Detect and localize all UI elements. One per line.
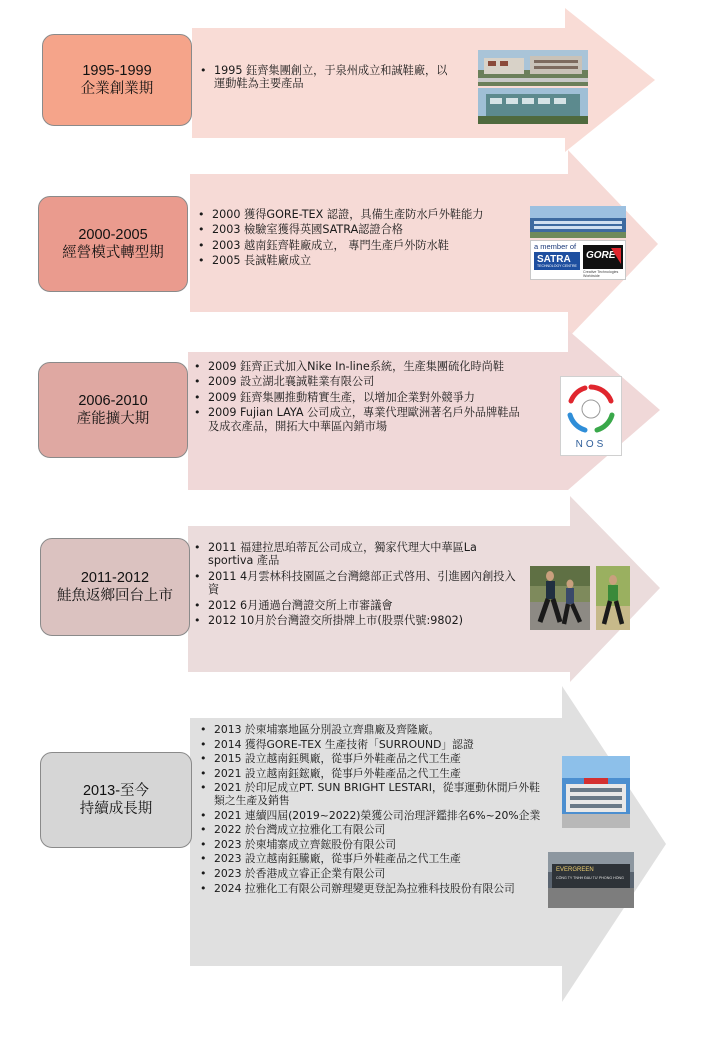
gore-logo	[583, 245, 623, 269]
stage-5-period: 2013-至今	[82, 783, 150, 799]
stage-2-events	[196, 208, 534, 270]
nos-logo-text: NOS	[575, 439, 607, 450]
event-item: • 2011 4月雲林科技園區之台灣總部正式啓用、引進國內創投入資	[192, 570, 522, 597]
stage-1-name: 企業創業期	[80, 81, 154, 97]
event-item: • 2014 獲得GORE-TEX 生產技術「SURROUND」認證	[198, 739, 550, 752]
event-item: • 2021 連續四屆(2019~2022)榮獲公司治理評鑑排名6%~20%企業	[198, 810, 550, 823]
event-item: • 2012 10月於台灣證交所掛牌上市(股票代號:9802)	[192, 614, 522, 627]
nos-logo	[560, 376, 622, 456]
stage-1-events	[198, 64, 448, 95]
stage-2-name: 經營模式轉型期	[62, 245, 164, 261]
event-item: • 2009 鈺齊正式加入Nike In-line系統，生產集團硫化時尚鞋	[192, 360, 522, 373]
stage-4-name: 鮭魚返鄉回台上市	[57, 588, 173, 604]
stage-4-label	[40, 538, 190, 636]
event-item: • 2023 於柬埔寨成立齊鋐股份有限公司	[198, 839, 550, 852]
event-item: • 2011 福建拉思珀蒂瓦公司成立，獨家代理大中華區La sportiva 產品	[192, 541, 522, 568]
event-item: • 2021 於印尼成立PT. SUN BRIGHT LESTARI，從事運動休閒戶外鞋類之生產及銷售	[198, 782, 550, 807]
satra-text: SATRA	[537, 254, 571, 265]
event-item: • 2003 檢驗室獲得英國SATRA認證合格	[196, 223, 534, 236]
event-item: • 2009 設立湖北襄誠鞋業有限公司	[192, 375, 522, 388]
factory-photo-2	[478, 88, 588, 124]
stage-3-period: 2006-2010	[78, 393, 148, 409]
photo-sign-sub-text: CÔNG TY TNHH ĐẦU TƯ PHONG HỒNG	[556, 876, 624, 880]
nos-swirl-icon	[561, 379, 621, 439]
stage-5-name: 持續成長期	[79, 801, 153, 817]
stage-1-period: 1995-1999	[82, 63, 152, 79]
event-item: • 2005 長誠鞋廠成立	[196, 254, 534, 267]
satra-member-text: a member of	[534, 242, 577, 251]
gore-triangle-icon	[611, 248, 621, 264]
event-item: • 2024 拉雅化工有限公司辦理變更登記為拉雅科技股份有限公司	[198, 883, 550, 896]
factory-photo-4	[562, 756, 630, 828]
event-item: • 1995 鈺齊集團創立，于泉州成立和誠鞋廠，以運動鞋為主要產品	[198, 64, 448, 91]
stage-2-period: 2000-2005	[78, 227, 148, 243]
event-item: • 2023 於香港成立睿正企業有限公司	[198, 868, 550, 881]
stage-4-events	[192, 541, 522, 629]
event-item: • 2000 獲得GORE-TEX 認證，具備生產防水戶外鞋能力	[196, 208, 534, 221]
event-item: • 2012 6月通過台灣證交所上市審議會	[192, 599, 522, 612]
stage-3-events	[192, 360, 522, 435]
event-item: • 2013 於柬埔寨地區分別設立齊鼎廠及齊隆廠。	[198, 724, 550, 737]
stage-5-label	[40, 752, 192, 848]
factory-photo-5	[548, 852, 634, 908]
stage-4-period: 2011-2012	[80, 570, 150, 586]
event-item: • 2003 越南鈺齊鞋廠成立， 專門生產戶外防水鞋	[196, 239, 534, 252]
stage-5-events	[198, 724, 550, 897]
runner-photo-2	[596, 566, 630, 630]
event-item: • 2023 設立越南鈺騰廠，從事戶外鞋產品之代工生產	[198, 853, 550, 866]
satra-gore-logo	[530, 240, 626, 280]
gore-text: GORE	[586, 250, 616, 261]
event-item: • 2015 設立越南鈺興廠，從事戶外鞋產品之代工生產	[198, 753, 550, 766]
stage-1-label	[42, 34, 192, 126]
photo-ground	[548, 888, 634, 908]
satra-logo	[534, 252, 580, 270]
event-item: • 2021 設立越南鈺鋐廠，從事戶外鞋產品之代工生產	[198, 768, 550, 781]
stage-3-name: 產能擴大期	[76, 411, 150, 427]
event-item: • 2009 鈺齊集團推動精實生產，以增加企業對外競爭力	[192, 391, 522, 404]
factory-photo-3	[530, 206, 626, 238]
satra-sub-text: TECHNOLOGY CENTRE	[537, 264, 577, 268]
stage-3-label	[38, 362, 188, 458]
event-item: • 2022 於台灣成立拉雅化工有限公司	[198, 824, 550, 837]
photo-sign-text: EVERGREEN	[556, 867, 594, 873]
factory-photo-1	[478, 50, 588, 86]
event-item: • 2009 Fujian LAYA 公司成立，專業代理歐洲著名戶外品牌鞋品及成衣產品，開拓大中華區內銷市場	[192, 406, 522, 433]
gore-sub-text: Creative Technologies Worldwide	[583, 270, 619, 278]
runner-photo-1	[530, 566, 590, 630]
stage-2-label	[38, 196, 188, 292]
